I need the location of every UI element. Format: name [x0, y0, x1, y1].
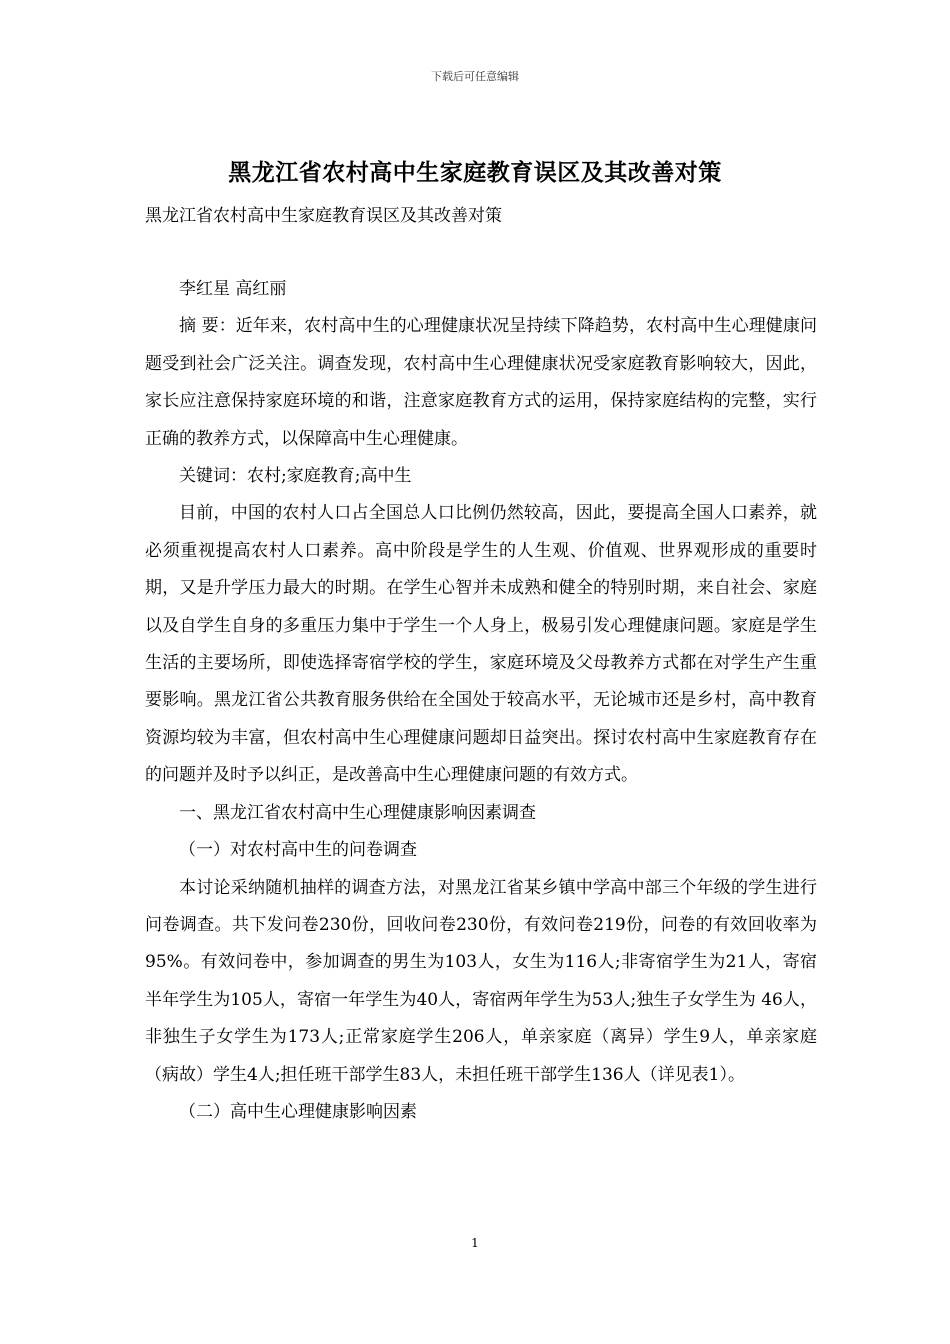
subsection-heading-1: （一）对农村高中生的问卷调查 — [179, 840, 417, 861]
section-heading-1: 一、黑龙江省农村高中生心理健康影响因素调查 — [179, 802, 536, 823]
survey-paragraph: 本讨论采纳随机抽样的调查方法，对黑龙江省某乡镇中学高中部三个年级的学生进行问卷调查。共下发问卷230份，回收问卷230份，有效问卷219份，问卷的有效回收率为95%。有效问卷中，参加调查的男生为103人，女生为116人;非寄宿学生为21人，寄宿半年学生为105人，寄宿一年学生为40人，寄宿两年学生为53人;独生子女学生为 46人，非独生子女学生为173人;正常家庭学生206人，单亲家庭（离异）学生9人，单亲家庭（病故）学生4人;担任班干部学生83人，未担任班干部学生136人（详见表1）。 — [145, 877, 817, 1085]
authors: 李红星 高红丽 — [179, 279, 287, 299]
intro-paragraph: 目前，中国的农村人口占全国总人口比例仍然较高，因此，要提高全国人口素养，就必须重视提高农村人口素养。高中阶段是学生的人生观、价值观、世界观形成的重要时期，又是升学压力最大的时期。在学生心智并未成熟和健全的特别时期，来自社会、家庭以及自学生自身的多重压力集中于学生一个人身上，极易引发心理健康问题。家庭是学生生活的主要场所，即使选择寄宿学校的学生，家庭环境及父母教养方式都在对学生产生重要影响。黑龙江省公共教育服务供给在全国处于较高水平，无论城市还是乡村，高中教育资源均较为丰富，但农村高中生心理健康问题却日益突出。探讨农村高中生家庭教育存在的问题并及时予以纠正，是改善高中生心理健康问题的有效方式。 — [145, 503, 817, 786]
document-title: 黑龙江省农村高中生家庭教育误区及其改善对策 — [228, 159, 722, 186]
abstract-paragraph: 摘 要：近年来，农村高中生的心理健康状况呈持续下降趋势，农村高中生心理健康问题受到社会广泛关注。调查发现，农村高中生心理健康状况受家庭教育影响较大，因此，家长应注意保持家庭环境的和谐，注意家庭教育方式的运用，保持家庭结构的完整，实行正确的教养方式，以保障高中生心理健康。 — [145, 316, 817, 449]
keywords: 关键词：农村;家庭教育;高中生 — [179, 466, 412, 487]
page-number: 1 — [471, 1236, 479, 1250]
document-body — [145, 271, 817, 1131]
document-subtitle: 黑龙江省农村高中生家庭教育误区及其改善对策 — [145, 206, 502, 226]
header-note: 下载后可任意编辑 — [431, 70, 519, 83]
subsection-heading-2: （二）高中生心理健康影响因素 — [179, 1101, 417, 1122]
